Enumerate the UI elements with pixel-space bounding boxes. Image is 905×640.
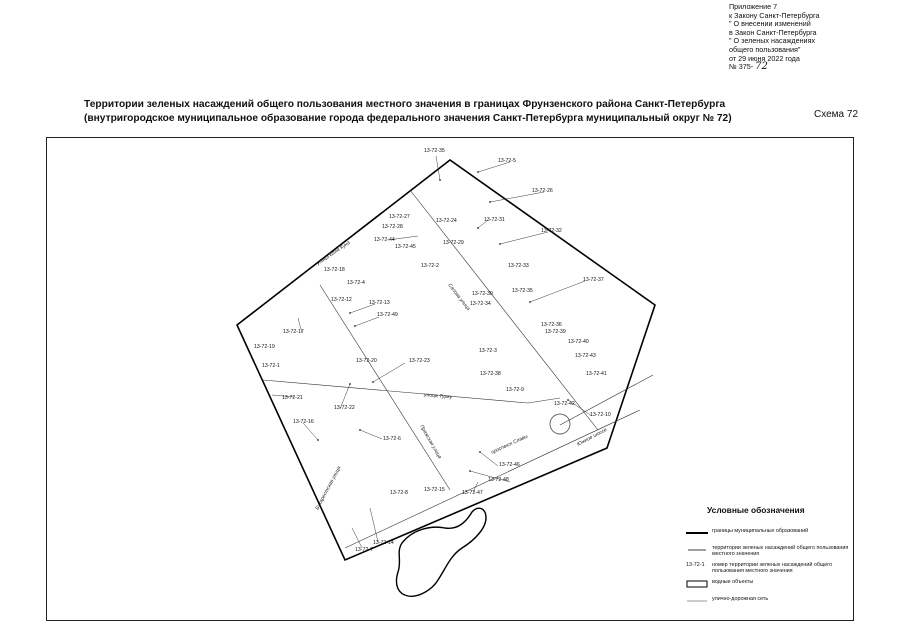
legend-text: границы муниципальных образований [712, 528, 809, 534]
zone-label: 13-72-8 [390, 490, 408, 496]
zone-label: 13-72-6 [383, 436, 401, 442]
zone-label: 13-72-35 [512, 288, 533, 294]
appendix-line: от 29 июня 2022 года [729, 53, 800, 63]
legend-item-boundary [686, 528, 856, 542]
zone-label: 13-72-38 [480, 371, 501, 377]
zone-label: 13-72-17 [283, 329, 304, 335]
zone-label: 13-72-15 [424, 487, 445, 493]
zone-label: 13-72-1 [262, 363, 280, 369]
zone-label: 13-72-19 [254, 344, 275, 350]
scheme-label: Схема 72 [814, 109, 859, 120]
boundary-line-icon [686, 528, 708, 538]
zone-label: 13-72-46 [499, 462, 520, 468]
zone-label: 13-72-37 [583, 277, 604, 283]
legend-text: территории зеленых насаждений общего пользования местного значения [712, 545, 849, 558]
zone-label: 13-72-16 [293, 419, 314, 425]
appendix-line: в Закон Санкт-Петербурга [729, 27, 817, 37]
street-turku: улица Турку [423, 392, 453, 401]
zone-label: 13-72-39 [545, 329, 566, 335]
zone-label: 13-72-36 [541, 322, 562, 328]
zone-label: 13-72-18 [324, 267, 345, 273]
green-zone-line-icon [686, 545, 708, 555]
street-slavy: проспект Славы [490, 433, 529, 456]
zone-label: 13-72-24 [436, 218, 457, 224]
zone-labels [254, 148, 611, 553]
street-bela-kuna: улица Бела Куна [315, 239, 352, 267]
zone-label: 13-72-5 [498, 158, 516, 164]
zone-label: 13-72-4 [347, 280, 365, 286]
zone-label: 13-72-34 [470, 301, 491, 307]
title-line-2: (внутригородское муниципальное образование города федерального значения Санкт-Петербурга муниципальный округ № 72) [84, 113, 732, 124]
zone-label: 13-72-2 [421, 263, 439, 269]
zone-label: 13-72-20 [356, 358, 377, 364]
zone-label: 13-72-10 [590, 412, 611, 418]
number-handwritten: 72 [755, 61, 768, 73]
legend-text: номер территории зеленых насаждений общего пользования местного значения [712, 562, 833, 575]
zone-label: 13-72-43 [575, 353, 596, 359]
zone-label: 13-72-7 [355, 547, 373, 553]
zone-label: 13-72-40 [568, 339, 589, 345]
number-prefix: № 375- [729, 62, 754, 72]
legend-item-green-zone [686, 545, 856, 559]
street-bukharestskaya: Бухарестская улица [314, 465, 343, 511]
zone-label: 13-72-45 [395, 244, 416, 250]
zone-label: 13-72-33 [508, 263, 529, 269]
legend-title: Условные обозначения [707, 505, 805, 515]
zone-label: 13-72-13 [369, 300, 390, 306]
zone-label: 13-72-27 [389, 214, 410, 220]
zone-label: 13-72-26 [532, 188, 553, 194]
zone-label: 13-72-22 [334, 405, 355, 411]
street-prazhskaya: Пражская улица [418, 424, 443, 460]
legend-text: улично-дорожная сеть [712, 596, 769, 602]
zone-markers [317, 171, 569, 472]
road-line-icon [686, 596, 708, 606]
appendix-line: " О внесении изменений [729, 19, 811, 29]
zone-label: 13-72-23 [409, 358, 430, 364]
legend-text: водные объекты [712, 579, 754, 585]
street-salova: Салова улица [446, 282, 472, 312]
legend-sample-code: 13-72-1 [686, 562, 705, 568]
legend-item-water [686, 579, 856, 593]
water-body-icon [686, 579, 708, 589]
zone-label: 13-72-30 [472, 291, 493, 297]
zone-label: 13-72-28 [382, 224, 403, 230]
appendix-line: " О зеленых насаждениях [729, 36, 816, 46]
zone-label: 13-72-47 [462, 490, 483, 496]
map-legend [686, 505, 856, 613]
zone-label: 13-72-49 [377, 312, 398, 318]
legend-item-code [686, 562, 856, 576]
zone-label: 13-72-29 [443, 240, 464, 246]
appendix-line: к Закону Санкт-Петербурга [729, 10, 820, 20]
zone-label: 13-72-12 [331, 297, 352, 303]
zone-label: 13-72-41 [586, 371, 607, 377]
roundabout [550, 414, 570, 434]
street-yuzhnoe: Южное шоссе [576, 426, 609, 448]
zone-label: 13-72-44 [374, 237, 395, 243]
zone-label: 13-72-35 [424, 148, 445, 154]
zone-label: 13-72-48 [488, 477, 509, 483]
zone-label: 13-72-21 [282, 395, 303, 401]
zone-label: 13-72-42 [554, 401, 575, 407]
zone-label: 13-72-9 [506, 387, 524, 393]
legend-item-roads [686, 596, 856, 610]
title-line-1: Территории зеленых насаждений общего пользования местного значения в границах Фрунзенского района Санкт-Петербурга [84, 99, 726, 110]
appendix-line: общего пользования" [729, 44, 801, 54]
zone-label: 13-72-14 [373, 540, 394, 546]
water-body [396, 508, 486, 596]
appendix-line: Приложение 7 [729, 2, 778, 11]
zone-label: 13-72-3 [479, 348, 497, 354]
zone-label: 13-72-31 [484, 217, 505, 223]
zone-label: 13-72-32 [541, 228, 562, 234]
